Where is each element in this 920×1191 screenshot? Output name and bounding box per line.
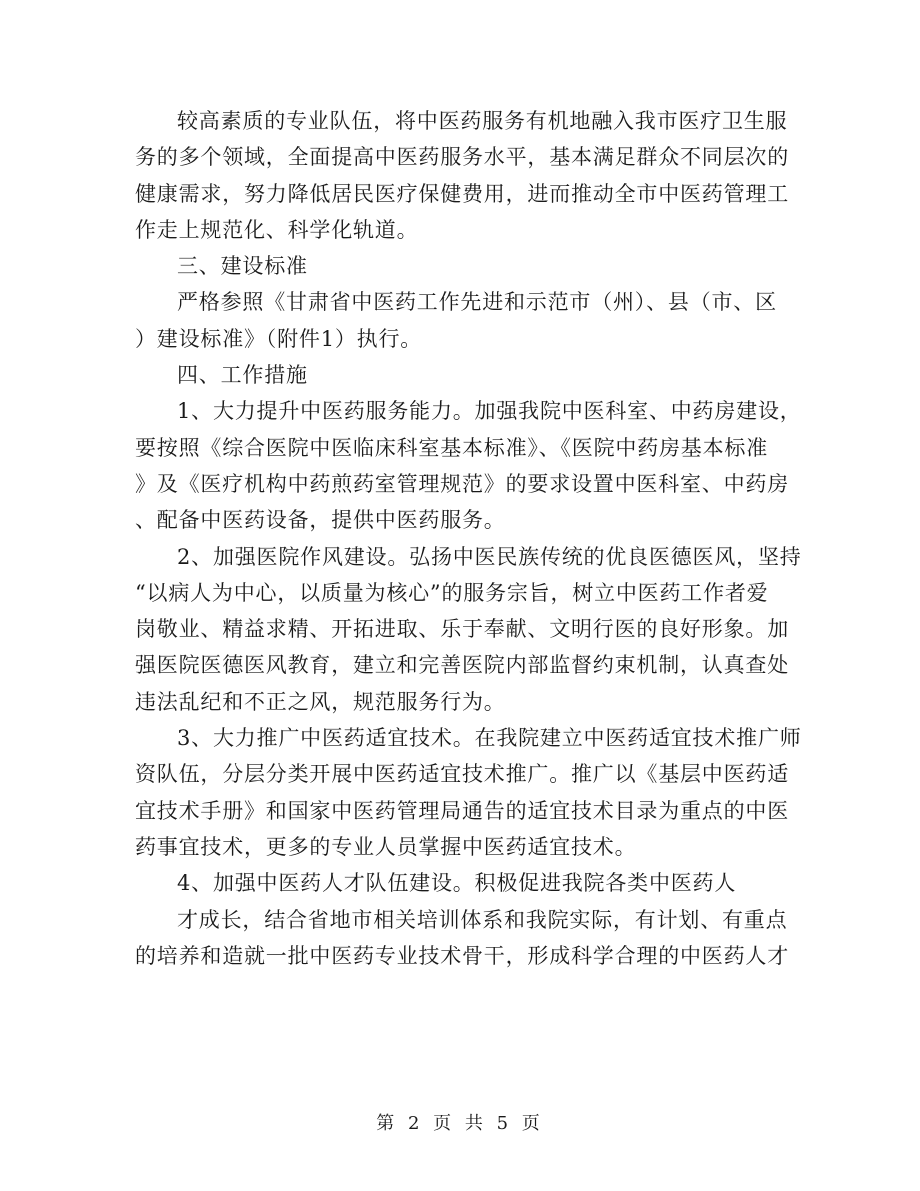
paragraph-line: 的培养和造就一批中医药专业技术骨干，形成科学合理的中医药人才 (135, 943, 789, 968)
paragraph-line: 资队伍，分层分类开展中医药适宜技术推广。推广以《基层中医药适 (135, 762, 789, 787)
paragraph-line: 药事宜技术，更多的专业人员掌握中医药适宜技术。 (135, 834, 637, 859)
paragraph-line: 3、大力推广中医药适宜技术。在我院建立中医药适宜技术推广师 (177, 726, 802, 751)
paragraph-line: 较高素质的专业队伍，将中医药服务有机地融入我市医疗卫生服 (177, 109, 788, 133)
paragraph-line: 才成长，结合省地市相关培训体系和我院实际，有计划、有重点 (177, 907, 788, 932)
paragraph-line: 务的多个领域，全面提高中医药服务水平，基本满足群众不同层次的 (135, 145, 789, 170)
section-heading: 三、建设标准 (177, 254, 308, 279)
paragraph-line: 1、大力提升中医药服务能力。加强我院中医科室、中药房建设， (177, 399, 802, 424)
paragraph-line: 2、加强医院作风建设。弘扬中医民族传统的优良医德医风，坚持 (177, 544, 802, 569)
document-body (135, 103, 802, 974)
section-heading: 四、工作措施 (177, 363, 308, 388)
paragraph-line: 作走上规范化、科学化轨道。 (135, 217, 419, 242)
paragraph-line: 、配备中医药设备，提供中医药服务。 (135, 508, 506, 533)
paragraph-line: 要按照《综合医院中医临床科室基本标准》、《医院中药房基本标准 (135, 435, 768, 460)
page-number-footer: 第 2 页 共 5 页 (376, 1113, 544, 1134)
paragraph-line: 强医院医德医风教育，建立和完善医院内部监督约束机制，认真查处 (135, 653, 789, 678)
paragraph-line: ）建设标准》（附件1）执行。 (135, 326, 423, 351)
paragraph-line: 违法乱纪和不正之风，规范服务行为。 (135, 689, 506, 714)
paragraph-line: 岗敬业、精益求精、开拓进取、乐于奉献、文明行医的良好形象。加 (135, 617, 789, 642)
paragraph-line: 宜技术手册》和国家中医药管理局通告的适宜技术目录为重点的中医 (135, 798, 789, 823)
paragraph-line: 严格参照《甘肃省中医药工作先进和示范市（州）、县（市、区 (177, 290, 777, 315)
paragraph-line: 4、加强中医药人才队伍建设。积极促进我院各类中医药人 (177, 871, 737, 896)
paragraph-line: “以病人为中心，以质量为核心”的服务宗旨，树立中医药工作者爱 (135, 580, 769, 605)
paragraph-line: 健康需求，努力降低居民医疗保健费用，进而推动全市中医药管理工 (135, 181, 789, 206)
paragraph-line: 》及《医疗机构中药煎药室管理规范》的要求设置中医科室、中药房 (135, 471, 789, 496)
